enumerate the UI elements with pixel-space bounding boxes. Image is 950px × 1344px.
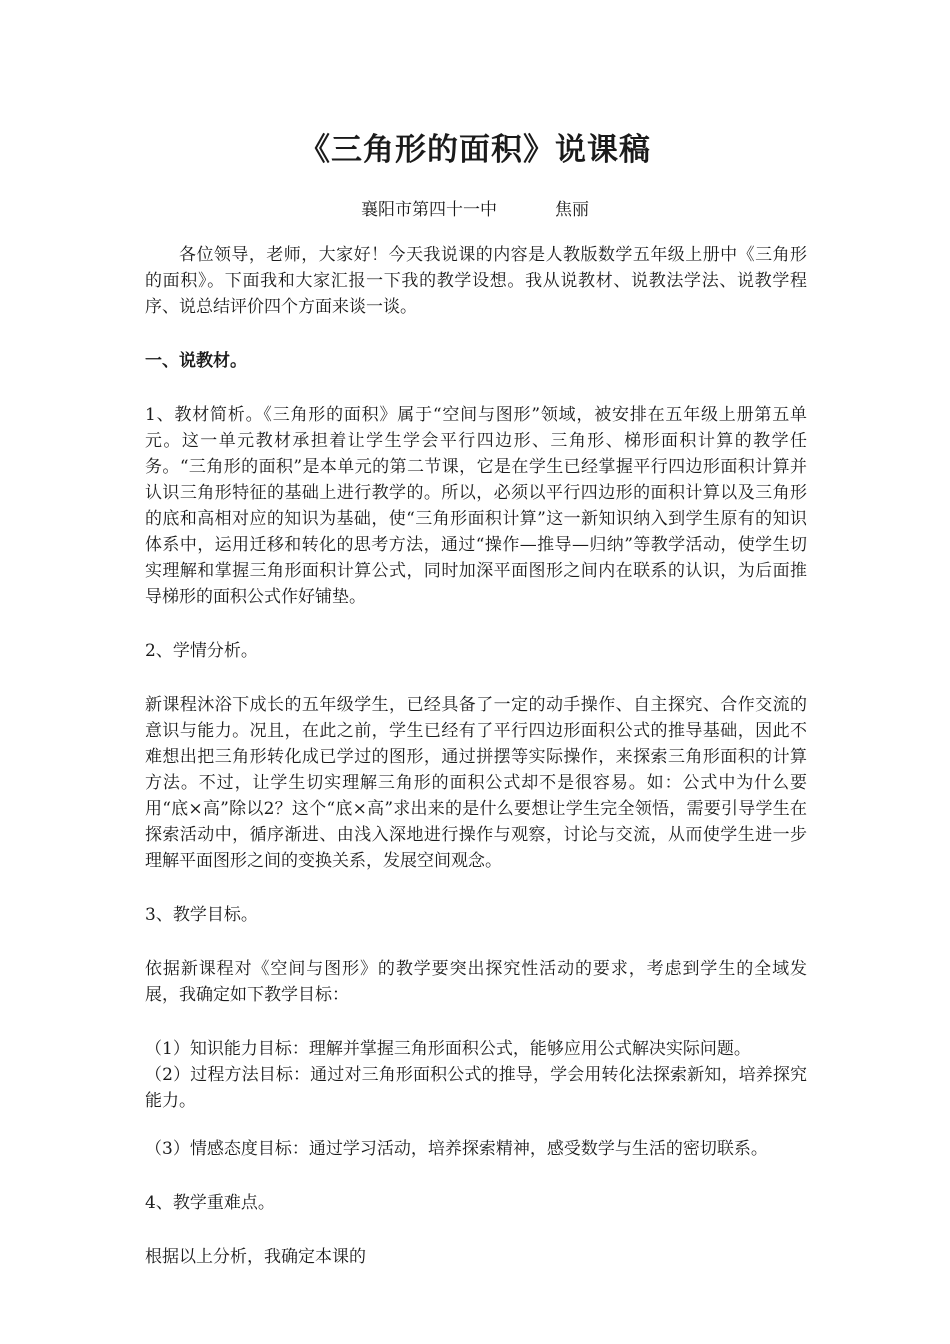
key-points-paragraph: 根据以上分析，我确定本课的 — [145, 1247, 366, 1267]
author-name: 焦丽 — [555, 200, 589, 220]
goal-knowledge: （1）知识能力目标：理解并掌握三角形面积公式，能够应用公式解决实际问题。 — [145, 1039, 751, 1059]
document-title: 《三角形的面积》说课稿 — [299, 132, 651, 168]
byline — [0, 198, 950, 222]
document-body — [145, 242, 807, 1298]
school-name: 襄阳市第四十一中 — [361, 200, 497, 220]
intro-paragraph: 各位领导，老师，大家好！今天我说课的内容是人教版数学五年级上册中《三角形的面积》。下面我和大家汇报一下我的教学设想。我从说教材、说教法学法、说教学程序、说总结评价四个方面来谈一谈。 — [145, 245, 807, 317]
goal-emotion: （3）情感态度目标：通过学习活动，培养探索精神，感受数学与生活的密切联系。 — [145, 1139, 768, 1159]
student-analysis-paragraph: 新课程沐浴下成长的五年级学生，已经具备了一定的动手操作、自主探究、合作交流的意识与能力。况且，在此之前，学生已经有了平行四边形面积公式的推导基础，因此不难想出把三角形转化成已学过的图形，通过拼摆等实际操作，来探索三角形面积的计算方法。不过，让学生切实理解三角形的面积公式却不是很容易。如：公式中为什么要用“底×高”除以2？这个“底×高”求出来的是什么要想让学生完全领悟，需要引导学生在探索活动中，循序渐进、由浅入深地进行操作与观察，讨论与交流，从而使学生进一步理解平面图形之间的变换关系，发展空间观念。 — [145, 695, 807, 871]
goal-process: （2）过程方法目标：通过对三角形面积公式的推导，学会用转化法探索新知，培养探究能力。 — [145, 1065, 807, 1111]
student-analysis-heading: 2、学情分析。 — [145, 641, 258, 661]
textbook-analysis-paragraph: 1、教材简析。《三角形的面积》属于“空间与图形”领域，被安排在五年级上册第五单元。这一单元教材承担着让学生学会平行四边形、三角形、梯形面积计算的教学任务。“三角形的面积”是本单元的第二节课，它是在学生已经掌握平行四边形面积计算并认识三角形特征的基础上进行教学的。所以，必须以平行四边形的面积计算以及三角形的底和高相对应的知识为基础，使“三角形面积计算”这一新知识纳入到学生原有的知识体系中，运用迁移和转化的思考方法，通过“操作—推导—归纳”等教学活动，使学生切实理解和掌握三角形面积计算公式，同时加深平面图形之间内在联系的认识，为后面推导梯形的面积公式作好铺垫。 — [145, 405, 807, 607]
teaching-goals-paragraph: 依据新课程对《空间与图形》的教学要突出探究性活动的要求，考虑到学生的全域发展，我确定如下教学目标： — [145, 959, 807, 1005]
section-heading-textbook: 一、说教材。 — [145, 351, 247, 371]
teaching-goals-heading: 3、教学目标。 — [145, 905, 258, 925]
key-points-heading: 4、教学重难点。 — [145, 1193, 275, 1213]
